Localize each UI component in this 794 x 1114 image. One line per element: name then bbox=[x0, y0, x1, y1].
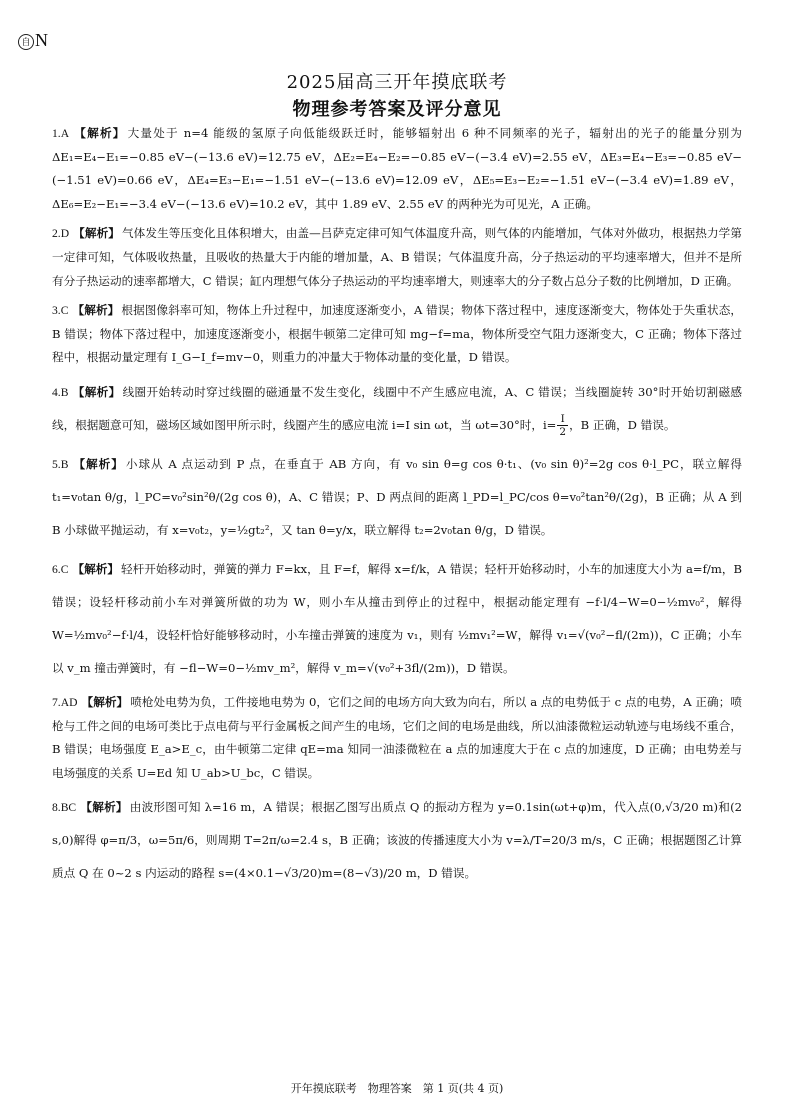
analysis-label: 【解析】 bbox=[81, 694, 129, 709]
analysis-label: 【解析】 bbox=[72, 561, 119, 576]
question-5 bbox=[52, 448, 742, 547]
logo-letter: N bbox=[35, 30, 48, 50]
question-number: 4.B bbox=[52, 385, 69, 399]
question-number: 8.BC bbox=[52, 801, 77, 815]
analysis-label: 【解析】 bbox=[72, 384, 121, 399]
answer-subtitle: 物理参考答案及评分意见 bbox=[292, 99, 502, 120]
logo-badge: 自 bbox=[18, 34, 34, 50]
question-text: 由波形图可知 λ=16 m，A 错误；根据乙图写出质点 Q 的振动方程为 y=0.1sin(ωt+φ)m，代入点(0,√3/20 m)和(2 s,0)解得 φ=π/3，ω=5π/6，则周期 T=2π/ω=2.4 s，B 正确；该波的传播速度大小为 v=λ/T=20/3 m/s，C 正确；根据题图乙计算质点 Q 在 0~2 s 内运动的路程 s=(4×0.1−√3/20)m=(8−√3)/20 m，D 错误。 bbox=[52, 800, 742, 881]
question-4 bbox=[52, 376, 742, 442]
fraction-numerator: I bbox=[557, 413, 568, 426]
question-text: 线圈开始转动时穿过线圈的磁通量不发生变化，线圈中不产生感应电流，A、C 错误；当线圈旋转 30°时开始切割磁感线，根据题意可知，磁场区域如图甲所示时，线圈产生的感应电流 i=I sin ωt，当 ωt=30°时，i= bbox=[52, 384, 742, 432]
answer-content bbox=[52, 122, 742, 896]
question-number: 6.C bbox=[52, 562, 69, 576]
logo bbox=[18, 30, 48, 51]
question-3 bbox=[52, 299, 742, 370]
question-6 bbox=[52, 553, 742, 685]
question-number: 5.B bbox=[52, 457, 69, 471]
question-text: 根据图像斜率可知，物体上升过程中，加速度逐渐变小，A 错误；物体下落过程中，速度逐渐变大，物体处于失重状态，B 错误；物体下落过程中，加速度逐渐变小，根据牛顿第二定律可知 mg−f=ma，物体所受空气阻力逐渐变大，C 正确；物体下落过程中，根据动量定理有 I_G−I_f=mv−0，则重力的冲量大于物体动量的变化量，D 错误。 bbox=[52, 303, 742, 365]
question-1 bbox=[52, 122, 742, 216]
question-text-end: ，B 正确，D 错误。 bbox=[569, 417, 676, 432]
page-footer: 开年摸底联考 物理答案 第 1 页(共 4 页) bbox=[290, 1082, 504, 1095]
fraction-denominator: 2 bbox=[559, 426, 567, 439]
question-2 bbox=[52, 222, 742, 293]
fraction bbox=[557, 413, 568, 438]
question-text: 大量处于 n=4 能级的氢原子向低能级跃迁时，能够辐射出 6 种不同频率的光子，辐射出的光子的能量分别为 ΔE₁=E₄−E₁=−0.85 eV−(−13.6 eV)=12.75 eV，ΔE₂=E₄−E₂=−0.85 eV−(−3.4 eV)=2.55 eV，ΔE₃=E₄−E₃=−0.85 eV−(−1.51 eV)=0.66 eV，ΔE₄=E₃−E₁=−1.51 eV−(−13.6 eV)=12.09 eV，ΔE₅=E₃−E₂=−1.51 eV−(−3.4 eV)=1.89 eV，ΔE₆=E₂−E₁=−3.4 eV−(−13.6 eV)=10.2 eV，其中 1.89 eV、2.55 eV 的两种光为可见光，A 正确。 bbox=[52, 126, 742, 211]
question-text: 气体发生等压变化且体积增大，由盖—吕萨克定律可知气体温度升高，则气体的内能增加，气体对外做功，根据热力学第一定律可知，气体吸收热量，且吸收的热量大于内能的增加量，A、B 错误；气体温度升高，分子热运动的平均速率增大，但并不是所有分子热运动的速率都增大，C 错误；缸内理想气体分子热运动的平均速率增大，则速率大的分子数占总分子数的比例增加，D 正确。 bbox=[52, 226, 742, 288]
question-7 bbox=[52, 691, 742, 785]
question-8 bbox=[52, 791, 742, 890]
analysis-label: 【解析】 bbox=[72, 303, 120, 318]
exam-title: 2025届高三开年摸底联考 bbox=[286, 72, 508, 93]
analysis-label: 【解析】 bbox=[80, 800, 128, 815]
analysis-label: 【解析】 bbox=[73, 226, 120, 241]
question-text: 小球从 A 点运动到 P 点，在垂直于 AB 方向，有 v₀ sin θ=g cos θ·t₁、(v₀ sin θ)²=2g cos θ·l_PC，联立解得 t₁=v₀tan θ/g，l_PC=v₀²sin²θ/(2g cos θ)，A、C 错误；P、D 两点间的距离 l_PD=l_PC/cos θ=v₀²tan²θ/(2g)，B 正确；从 A 到 B 小球做平抛运动，有 x=v₀t₂，y=½gt₂²，又 tan θ=y/x，联立解得 t₂=2v₀tan θ/g，D 错误。 bbox=[52, 456, 742, 537]
question-number: 7.AD bbox=[52, 695, 78, 709]
question-number: 3.C bbox=[52, 304, 69, 318]
analysis-label: 【解析】 bbox=[72, 456, 124, 471]
analysis-label: 【解析】 bbox=[73, 126, 126, 140]
question-text: 喷枪处电势为负，工件接地电势为 0，它们之间的电场方向大致为向右，所以 a 点的电势低于 c 点的电势，A 正确；喷枪与工件之间的电场可类比于点电荷与平行金属板之间产生的电场，它们之间的电场是曲线，所以油漆微粒运动轨迹与电场线不重合，B 错误；电场强度 E_a>E_c，由牛顿第二定律 qE=ma 知同一油漆微粒在 a 点的加速度大于在 c 点的加速度，D 正确；由电势差与电场强度的关系 U=Ed 知 U_ab>U_bc，C 错误。 bbox=[52, 694, 742, 780]
question-text: 轻杆开始移动时，弹簧的弹力 F=kx，且 F=f，解得 x=f/k，A 错误；轻杆开始移动时，小车的加速度大小为 a=f/m，B 错误；设轻杆移动前小车对弹簧所做的功为 W，则小车从撞击到停止的过程中，根据动能定理有 −f·l/4−W=0−½mv₀²，解得 W=½mv₀²−f·l/4，设轻杆恰好能够移动时，小车撞击弹簧的速度为 v₁，则有 ½mv₁²=W，解得 v₁=√(v₀²−fl/(2m))，C 正确；小车以 v_m 撞击弹簧时，有 −fl−W=0−½mv_m²，解得 v_m=√(v₀²+3fl/(2m))，D 错误。 bbox=[52, 561, 742, 675]
question-number: 1.A bbox=[52, 127, 70, 140]
question-number: 2.D bbox=[52, 227, 70, 241]
